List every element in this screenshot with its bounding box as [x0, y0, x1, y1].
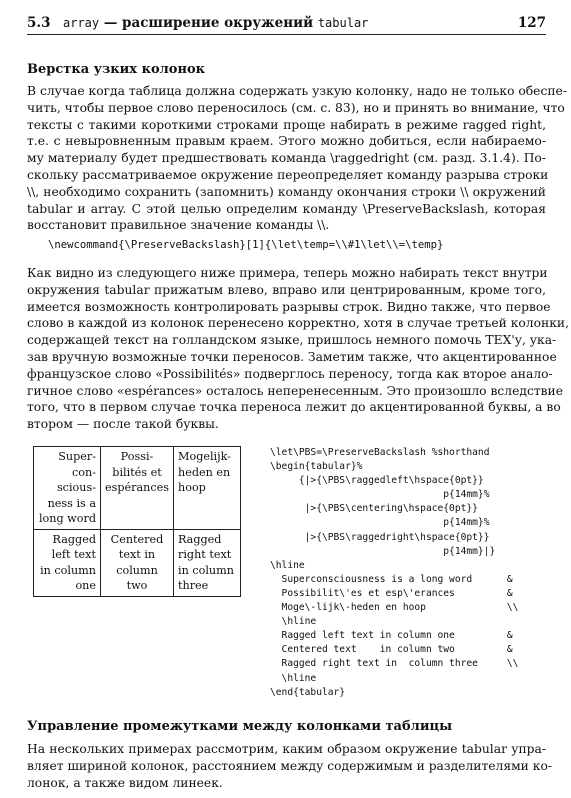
- cell-line: three: [178, 579, 209, 592]
- cell-line: text in: [118, 548, 156, 561]
- cell-line: con-: [72, 465, 96, 479]
- text-line: tabular и array. С этой целью определим команду \PreserveBackslash, которая: [27, 201, 546, 216]
- running-header: [27, 14, 546, 35]
- text-line: т.е. с невыровненным правым краем. Этого можно добиться, если набираемо-: [27, 134, 546, 149]
- cell-line: scious-: [56, 481, 96, 494]
- text-line: французское слово «Possibilités» подверглось переносу, тогда как второе анало-: [27, 366, 553, 381]
- running-title: [63, 15, 368, 31]
- code-line: \begin{tabular}%: [270, 461, 363, 473]
- example-table: [33, 446, 241, 597]
- table-cell-ragged-right: [174, 529, 241, 596]
- text-line: восстановит правильное значение команды \\.: [27, 218, 330, 233]
- paragraph-1: [27, 83, 567, 234]
- text-line: содержащей текст на голландском языке, пришлось немного помочь TEX'у, ука-: [27, 333, 557, 348]
- cell-line: Super-: [58, 450, 96, 463]
- code-line: \hline: [270, 616, 317, 628]
- cell-line: Possi-: [120, 450, 154, 463]
- text-line: имеется возможность контролировать разрывы строк. Видно также, что первое: [27, 299, 551, 314]
- text-line: вляет шириной колонок, расстоянием между содержимым и разделителями ко-: [27, 758, 553, 773]
- text-line: лонок, а также видом линеек.: [27, 775, 223, 790]
- code-line: Superconsciousness is a long word &: [270, 573, 513, 585]
- text-line: зав вручную возможные точки переносов. Заметим также, что акцентированное: [27, 349, 557, 364]
- code-line: Possibilit\'es et esp\'erances &: [270, 587, 513, 599]
- code-line: p{14mm}%: [270, 517, 490, 529]
- cell-line: long word: [38, 512, 96, 525]
- text-line: тексты с такими короткими строками проще набирать в режиме ragged right,: [27, 117, 546, 132]
- code-line: \hline: [270, 559, 305, 571]
- cell-line: heden en: [178, 465, 231, 479]
- table-cell-possibilites: [101, 447, 174, 530]
- table-row: [34, 529, 241, 596]
- text-line: скольку рассматриваемое окружение переопределяет команду разрыва строки: [27, 167, 549, 182]
- table-cell-superconsciousness: [34, 447, 101, 530]
- table-cell-mogelijkheden: [174, 447, 241, 530]
- text-line: В случае когда таблица должна содержать узкую колонку, надо не только обеспе-: [27, 84, 567, 98]
- paragraph-3: [27, 741, 553, 791]
- text-line: того, что в первом случае точка переноса лежит до акцентированной буквы, а во: [27, 400, 561, 415]
- running-title-code2: tabular: [317, 16, 369, 30]
- table-row: [34, 447, 241, 530]
- code-line: |>{\PBS\centering\hspace{0pt}}: [270, 503, 478, 515]
- cell-line: left text: [51, 548, 96, 561]
- running-title-text: — расширение окружений: [99, 15, 318, 31]
- cell-line: in column: [178, 563, 234, 577]
- cell-line: column: [116, 563, 158, 577]
- code-line: Centered text in column two &: [270, 644, 513, 656]
- table-cell-centered: [101, 529, 174, 596]
- code-line: Moge\-lijk\-heden en hoop \\: [270, 602, 519, 614]
- code-line: |>{\PBS\raggedright\hspace{0pt}}: [270, 531, 490, 543]
- text-line: му материалу будет предшествовать команда \raggedright (см. разд. 3.1.4). По-: [27, 151, 546, 166]
- cell-line: hoop: [178, 481, 206, 494]
- text-line: На нескольких примерах рассмотрим, каким образом окружение tabular упра-: [27, 742, 546, 756]
- text-line: втором — после такой буквы.: [27, 417, 219, 432]
- cell-line: two: [126, 579, 148, 592]
- newcommand-code-line: \newcommand{\PreserveBackslash}[1]{\let\temp=\\#1\let\\=\temp}: [48, 239, 444, 251]
- cell-line: ness is a: [47, 496, 96, 510]
- text-line: слово в каждой из колонок перенесено корректно, хотя в случае третьей колонки,: [27, 316, 570, 331]
- cell-line: Ragged: [178, 532, 222, 546]
- table-cell-ragged-left: [34, 529, 101, 596]
- code-line: Ragged left text in column one &: [270, 630, 513, 642]
- code-line: Ragged right text in column three \\: [270, 658, 519, 670]
- code-line: p{14mm}|}: [270, 545, 496, 557]
- code-line: \end{tabular}: [270, 686, 346, 698]
- cell-line: bilités et: [112, 465, 162, 479]
- cell-line: right text: [178, 548, 232, 561]
- cell-line: Centered: [110, 532, 164, 546]
- code-line: \hline: [270, 672, 317, 684]
- code-line: p{14mm}%: [270, 489, 490, 501]
- paragraph-2: [27, 265, 570, 433]
- text-line: Как видно из следующего ниже примера, теперь можно набирать текст внутри: [27, 266, 548, 280]
- cell-line: Ragged: [52, 532, 96, 546]
- running-title-code: array: [63, 16, 100, 30]
- page-number: 127: [517, 15, 546, 31]
- code-line: \let\PBS=\PreserveBackslash %shorthand: [270, 447, 490, 458]
- text-line: \\, необходимо сохранить (запомнить) команду окончания строки \\ окружений: [27, 184, 546, 199]
- code-listing: [270, 446, 550, 700]
- cell-line: espérances: [105, 481, 169, 494]
- code-line: {|>{\PBS\raggedleft\hspace{0pt}}: [270, 475, 484, 487]
- section-heading-column-spacing: Управление промежутками между колонками таблицы: [27, 719, 453, 734]
- cell-line: one: [75, 579, 96, 592]
- text-line: чить, чтобы первое слово переносилось (см. с. 83), но и принять во внимание, что: [27, 100, 565, 115]
- cell-line: Mogelijk-: [178, 450, 231, 463]
- text-line: окружения tabular прижатым влево, вправо или центрированным, кроме того,: [27, 282, 546, 297]
- cell-line: in column: [40, 563, 96, 577]
- section-number: 5.3: [27, 15, 51, 31]
- text-line: гичное слово «espérances» осталось неперенесенным. Это произошло вследствие: [27, 383, 564, 398]
- section-heading-narrow-columns: Верстка узких колонок: [27, 62, 206, 77]
